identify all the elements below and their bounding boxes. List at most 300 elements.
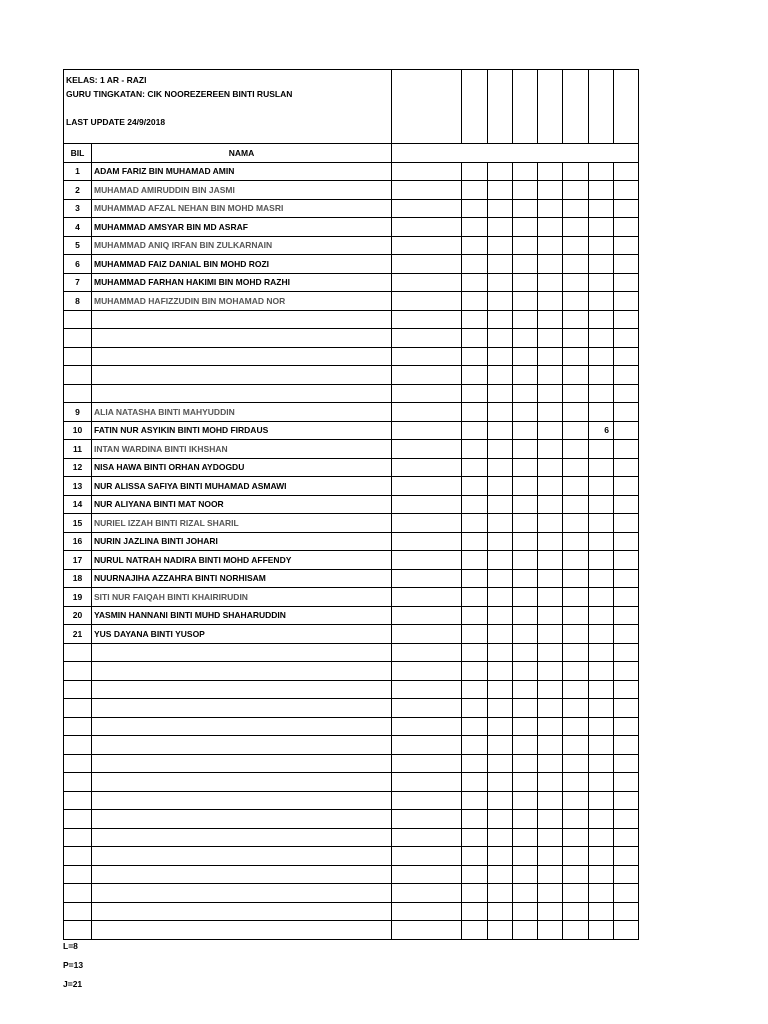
row-blank-cell: [614, 810, 639, 829]
row-blank-cell: [538, 495, 563, 514]
row-blank-cell: [392, 625, 462, 644]
row-bil: 18: [64, 569, 92, 588]
row-blank-cell: [563, 699, 589, 718]
table-row: [64, 329, 639, 348]
row-mark: [589, 495, 614, 514]
row-mark: [589, 736, 614, 755]
row-blank-cell: [392, 551, 462, 570]
row-blank-cell: [488, 440, 513, 459]
row-nama: [92, 754, 392, 773]
table-row: [64, 199, 639, 218]
row-blank-cell: [462, 236, 488, 255]
table-row: [64, 162, 639, 181]
row-blank-cell: [392, 273, 462, 292]
row-blank-cell: [538, 791, 563, 810]
row-blank-cell: [488, 810, 513, 829]
row-blank-cell: [513, 643, 538, 662]
row-blank-cell: [392, 218, 462, 237]
row-blank-cell: [538, 255, 563, 274]
row-bil: 13: [64, 477, 92, 496]
row-blank-cell: [563, 236, 589, 255]
row-mark: [589, 514, 614, 533]
row-blank-cell: [488, 588, 513, 607]
row-nama: ALIA NATASHA BINTI MAHYUDDIN: [92, 403, 392, 422]
row-mark: [589, 773, 614, 792]
table-row: [64, 236, 639, 255]
table-row: [64, 514, 639, 533]
row-blank-cell: [488, 662, 513, 681]
table-row: [64, 310, 639, 329]
row-mark: [589, 791, 614, 810]
row-blank-cell: [462, 625, 488, 644]
row-nama: [92, 810, 392, 829]
row-blank-cell: [513, 736, 538, 755]
row-blank-cell: [563, 495, 589, 514]
row-bil: 3: [64, 199, 92, 218]
row-bil: 5: [64, 236, 92, 255]
row-blank-cell: [614, 847, 639, 866]
row-blank-cell: [392, 680, 462, 699]
row-blank-cell: [563, 551, 589, 570]
table-row: [64, 477, 639, 496]
table-row: [64, 606, 639, 625]
row-blank-cell: [513, 773, 538, 792]
row-blank-cell: [488, 828, 513, 847]
row-blank-cell: [488, 384, 513, 403]
row-nama: [92, 699, 392, 718]
row-nama: YASMIN HANNANI BINTI MUHD SHAHARUDDIN: [92, 606, 392, 625]
row-mark: [589, 588, 614, 607]
row-blank-cell: [392, 588, 462, 607]
row-blank-cell: [513, 625, 538, 644]
row-blank-cell: [614, 662, 639, 681]
row-blank-cell: [462, 791, 488, 810]
row-blank-cell: [488, 625, 513, 644]
row-nama: [92, 902, 392, 921]
row-blank-cell: [488, 791, 513, 810]
row-blank-cell: [513, 384, 538, 403]
row-blank-cell: [614, 218, 639, 237]
row-blank-cell: [614, 699, 639, 718]
row-blank-cell: [538, 292, 563, 311]
row-blank-cell: [538, 532, 563, 551]
row-mark: [589, 606, 614, 625]
row-blank-cell: [538, 199, 563, 218]
row-blank-cell: [513, 495, 538, 514]
table-row: [64, 366, 639, 385]
row-blank-cell: [538, 162, 563, 181]
row-blank-cell: [488, 162, 513, 181]
row-blank-cell: [563, 773, 589, 792]
row-blank-cell: [563, 218, 589, 237]
table-row: [64, 495, 639, 514]
row-bil: [64, 329, 92, 348]
row-nama: [92, 310, 392, 329]
row-blank-cell: [513, 532, 538, 551]
row-bil: [64, 828, 92, 847]
row-mark: [589, 310, 614, 329]
row-blank-cell: [462, 495, 488, 514]
row-blank-cell: [513, 218, 538, 237]
row-blank-cell: [614, 902, 639, 921]
row-bil: [64, 680, 92, 699]
row-blank-cell: [538, 273, 563, 292]
row-mark: [589, 458, 614, 477]
row-blank-cell: [538, 754, 563, 773]
row-bil: [64, 902, 92, 921]
row-blank-cell: [538, 329, 563, 348]
row-mark: [589, 847, 614, 866]
row-blank-cell: [538, 865, 563, 884]
row-blank-cell: [462, 884, 488, 903]
row-blank-cell: [538, 421, 563, 440]
row-bil: 12: [64, 458, 92, 477]
header-blank-cell: [462, 70, 488, 144]
row-nama: [92, 643, 392, 662]
row-mark: [589, 902, 614, 921]
row-blank-cell: [614, 403, 639, 422]
row-nama: MUHAMMAD FARHAN HAKIMI BIN MOHD RAZHI: [92, 273, 392, 292]
row-blank-cell: [513, 181, 538, 200]
header-blank-cell: [488, 70, 513, 144]
row-blank-cell: [513, 884, 538, 903]
row-nama: [92, 884, 392, 903]
row-blank-cell: [462, 662, 488, 681]
table-row: [64, 458, 639, 477]
row-blank-cell: [513, 421, 538, 440]
row-blank-cell: [513, 255, 538, 274]
row-blank-cell: [462, 440, 488, 459]
row-mark: [589, 477, 614, 496]
row-blank-cell: [563, 810, 589, 829]
row-blank-cell: [462, 588, 488, 607]
row-nama: SITI NUR FAIQAH BINTI KHAIRIRUDIN: [92, 588, 392, 607]
row-bil: 16: [64, 532, 92, 551]
row-blank-cell: [462, 384, 488, 403]
row-blank-cell: [513, 828, 538, 847]
row-blank-cell: [538, 218, 563, 237]
row-blank-cell: [614, 421, 639, 440]
table-row: [64, 810, 639, 829]
row-blank-cell: [538, 884, 563, 903]
row-blank-cell: [392, 773, 462, 792]
row-blank-cell: [614, 440, 639, 459]
header-blank-cell: [392, 70, 462, 144]
row-blank-cell: [538, 403, 563, 422]
row-mark: [589, 569, 614, 588]
row-nama: NURUL NATRAH NADIRA BINTI MOHD AFFENDY: [92, 551, 392, 570]
row-blank-cell: [462, 902, 488, 921]
table-row: [64, 292, 639, 311]
row-blank-cell: [392, 384, 462, 403]
row-bil: 6: [64, 255, 92, 274]
row-blank-cell: [513, 477, 538, 496]
row-blank-cell: [563, 791, 589, 810]
row-blank-cell: [392, 236, 462, 255]
row-blank-cell: [392, 921, 462, 940]
row-mark: [589, 218, 614, 237]
row-blank-cell: [614, 514, 639, 533]
row-blank-cell: [513, 810, 538, 829]
table-row: [64, 569, 639, 588]
table-row: [64, 773, 639, 792]
row-mark: [589, 810, 614, 829]
row-blank-cell: [563, 902, 589, 921]
row-blank-cell: [614, 458, 639, 477]
row-nama: NUR ALISSA SAFIYA BINTI MUHAMAD ASMAWI: [92, 477, 392, 496]
row-blank-cell: [614, 162, 639, 181]
row-blank-cell: [614, 717, 639, 736]
row-blank-cell: [488, 310, 513, 329]
row-blank-cell: [538, 680, 563, 699]
row-blank-cell: [462, 347, 488, 366]
row-blank-cell: [488, 680, 513, 699]
table-row: [64, 791, 639, 810]
table-row: [64, 902, 639, 921]
row-blank-cell: [563, 458, 589, 477]
row-blank-cell: [614, 606, 639, 625]
row-blank-cell: [563, 662, 589, 681]
row-bil: 10: [64, 421, 92, 440]
row-nama: [92, 366, 392, 385]
row-blank-cell: [513, 440, 538, 459]
row-blank-cell: [392, 255, 462, 274]
row-blank-cell: [392, 810, 462, 829]
row-blank-cell: [513, 569, 538, 588]
row-blank-cell: [513, 754, 538, 773]
row-blank-cell: [392, 828, 462, 847]
row-blank-cell: [563, 717, 589, 736]
row-bil: [64, 384, 92, 403]
row-blank-cell: [488, 218, 513, 237]
row-blank-cell: [392, 514, 462, 533]
row-blank-cell: [488, 366, 513, 385]
row-blank-cell: [392, 699, 462, 718]
row-blank-cell: [392, 310, 462, 329]
table-row: [64, 865, 639, 884]
class-name: KELAS: 1 AR - RAZI: [66, 75, 147, 85]
row-blank-cell: [462, 773, 488, 792]
row-nama: NUR ALIYANA BINTI MAT NOOR: [92, 495, 392, 514]
row-blank-cell: [614, 865, 639, 884]
row-bil: [64, 717, 92, 736]
row-bil: 14: [64, 495, 92, 514]
row-blank-cell: [563, 847, 589, 866]
row-blank-cell: [462, 551, 488, 570]
row-blank-cell: [488, 606, 513, 625]
header-blank-cell: [538, 70, 563, 144]
row-blank-cell: [462, 699, 488, 718]
row-blank-cell: [538, 643, 563, 662]
row-blank-cell: [392, 440, 462, 459]
row-mark: [589, 199, 614, 218]
table-row: [64, 828, 639, 847]
summary-block: [63, 937, 83, 994]
row-blank-cell: [614, 828, 639, 847]
row-nama: MUHAMMAD AMSYAR BIN MD ASRAF: [92, 218, 392, 237]
row-blank-cell: [513, 902, 538, 921]
row-blank-cell: [538, 662, 563, 681]
row-blank-cell: [392, 736, 462, 755]
row-blank-cell: [488, 477, 513, 496]
row-bil: [64, 773, 92, 792]
header-blank-cell: [589, 70, 614, 144]
row-bil: [64, 699, 92, 718]
row-blank-cell: [614, 255, 639, 274]
row-mark: [589, 754, 614, 773]
class-register-table: [63, 69, 639, 940]
row-blank-cell: [392, 329, 462, 348]
row-blank-cell: [488, 569, 513, 588]
row-blank-cell: [462, 532, 488, 551]
header-blank-cell: [513, 70, 538, 144]
table-row: [64, 847, 639, 866]
summary-lelaki: L=8: [63, 941, 78, 951]
row-blank-cell: [488, 181, 513, 200]
row-blank-cell: [488, 736, 513, 755]
row-mark: [589, 532, 614, 551]
table-row: [64, 662, 639, 681]
row-bil: [64, 366, 92, 385]
row-blank-cell: [614, 292, 639, 311]
row-nama: [92, 329, 392, 348]
table-row: [64, 347, 639, 366]
row-mark: [589, 255, 614, 274]
row-blank-cell: [488, 921, 513, 940]
row-blank-cell: [614, 680, 639, 699]
row-blank-cell: [462, 477, 488, 496]
row-nama: NURIN JAZLINA BINTI JOHARI: [92, 532, 392, 551]
last-update: LAST UPDATE 24/9/2018: [66, 117, 166, 127]
table-row: [64, 255, 639, 274]
row-blank-cell: [614, 532, 639, 551]
row-blank-cell: [614, 495, 639, 514]
row-bil: [64, 736, 92, 755]
row-blank-cell: [513, 310, 538, 329]
row-blank-cell: [488, 458, 513, 477]
row-blank-cell: [563, 292, 589, 311]
row-blank-cell: [563, 606, 589, 625]
row-bil: 4: [64, 218, 92, 237]
table-row: [64, 884, 639, 903]
row-mark: [589, 643, 614, 662]
row-blank-cell: [462, 366, 488, 385]
row-blank-cell: [563, 181, 589, 200]
column-header-nama: NAMA: [92, 144, 392, 163]
row-bil: [64, 643, 92, 662]
row-blank-cell: [462, 255, 488, 274]
row-blank-cell: [614, 643, 639, 662]
row-blank-cell: [563, 865, 589, 884]
row-blank-cell: [563, 643, 589, 662]
row-blank-cell: [563, 736, 589, 755]
row-blank-cell: [462, 162, 488, 181]
row-blank-cell: [488, 236, 513, 255]
row-nama: YUS DAYANA BINTI YUSOP: [92, 625, 392, 644]
table-row: [64, 384, 639, 403]
summary-jumlah: J=21: [63, 979, 83, 989]
row-blank-cell: [538, 606, 563, 625]
row-blank-cell: [488, 495, 513, 514]
row-nama: [92, 662, 392, 681]
row-blank-cell: [392, 403, 462, 422]
row-blank-cell: [462, 754, 488, 773]
row-nama: MUHAMAD AMIRUDDIN BIN JASMI: [92, 181, 392, 200]
row-blank-cell: [462, 569, 488, 588]
row-bil: [64, 884, 92, 903]
row-blank-cell: [488, 643, 513, 662]
row-blank-cell: [462, 847, 488, 866]
row-blank-cell: [538, 347, 563, 366]
row-blank-cell: [614, 273, 639, 292]
row-blank-cell: [563, 329, 589, 348]
row-blank-cell: [513, 680, 538, 699]
table-row: [64, 736, 639, 755]
row-blank-cell: [614, 329, 639, 348]
row-mark: [589, 273, 614, 292]
row-nama: [92, 865, 392, 884]
row-blank-cell: [614, 588, 639, 607]
row-blank-cell: [462, 606, 488, 625]
row-bil: 1: [64, 162, 92, 181]
row-mark: [589, 162, 614, 181]
row-blank-cell: [538, 736, 563, 755]
row-blank-cell: [392, 606, 462, 625]
row-mark: [589, 680, 614, 699]
row-blank-cell: [462, 680, 488, 699]
row-blank-cell: [538, 625, 563, 644]
row-blank-cell: [488, 902, 513, 921]
row-blank-cell: [614, 551, 639, 570]
row-blank-cell: [614, 884, 639, 903]
table-row: [64, 643, 639, 662]
row-blank-cell: [513, 347, 538, 366]
row-mark: [589, 181, 614, 200]
row-blank-cell: [513, 162, 538, 181]
table-row: [64, 218, 639, 237]
row-blank-cell: [563, 366, 589, 385]
row-blank-cell: [488, 884, 513, 903]
row-blank-cell: [513, 403, 538, 422]
row-blank-cell: [392, 199, 462, 218]
row-blank-cell: [513, 551, 538, 570]
row-blank-cell: [538, 384, 563, 403]
row-blank-cell: [513, 329, 538, 348]
row-blank-cell: [462, 421, 488, 440]
row-blank-cell: [513, 699, 538, 718]
row-bil: [64, 810, 92, 829]
row-blank-cell: [392, 532, 462, 551]
row-blank-cell: [563, 440, 589, 459]
table-row: [64, 440, 639, 459]
row-nama: [92, 347, 392, 366]
summary-perempuan: P=13: [63, 960, 84, 970]
row-blank-cell: [563, 625, 589, 644]
row-blank-cell: [462, 273, 488, 292]
row-bil: [64, 662, 92, 681]
row-mark: [589, 865, 614, 884]
row-nama: MUHAMMAD FAIZ DANIAL BIN MOHD ROZI: [92, 255, 392, 274]
row-blank-cell: [462, 181, 488, 200]
row-blank-cell: [563, 921, 589, 940]
row-mark: [589, 884, 614, 903]
row-blank-cell: [538, 828, 563, 847]
row-blank-cell: [462, 514, 488, 533]
row-blank-cell: [392, 662, 462, 681]
table-row: [64, 273, 639, 292]
row-blank-cell: [513, 865, 538, 884]
row-nama: MUHAMMAD ANIQ IRFAN BIN ZULKARNAIN: [92, 236, 392, 255]
